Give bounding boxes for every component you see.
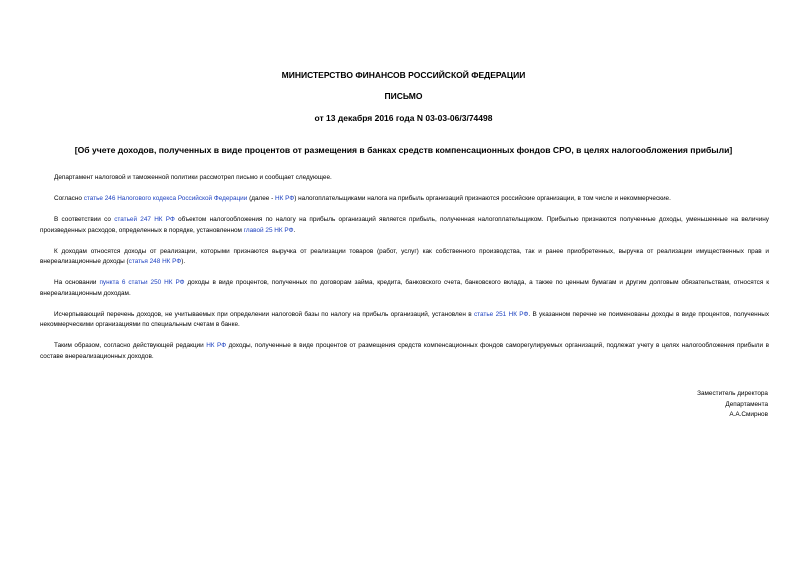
paragraph-6 [40,310,769,331]
paragraph-7 [40,341,769,362]
subject-heading: [Об учете доходов, полученных в виде процентов от размещения в банках средств компенсационных фондов СРО, в целях налогообложения прибыли] [74,145,733,155]
signature-position: Заместитель директора [697,390,768,397]
link-article-251[interactable]: статье 251 НК РФ [473,310,529,318]
paragraph-text: Согласно [54,195,84,202]
paragraph-text: доходы, полученные в виде процентов от размещения средств компенсационных фондов саморегулируемых организаций, подлежат учету в целях налогообложения прибыли в составе внереализационных доходов. [40,342,769,360]
link-article-247[interactable]: статьей 247 НК РФ [114,216,175,223]
document-body [40,173,769,373]
link-article-250-item-6[interactable]: пункта 6 статьи 250 НК РФ [99,279,185,286]
date-number-heading: от 13 декабря 2016 года N 03-03-06/3/74498 [314,113,493,123]
link-article-248[interactable]: статья 248 НК РФ [128,258,182,265]
paragraph-text: В соответствии со [54,216,115,223]
signature-department: Департамента [725,400,768,408]
paragraph-3 [40,215,769,236]
paragraph-text: Департамент налоговой и таможенной политики рассмотрел письмо и сообщает следующее. [54,174,332,181]
link-tax-code[interactable]: НК РФ [275,195,295,202]
paragraph-5 [40,278,769,299]
paragraph-text: доходы в виде процентов, полученных по договорам займа, кредита, банковского счета, банковского вклада, а также по ценным бумагам и другим долговым обязательствам, относятся к внереализационным доходам. [40,279,770,297]
paragraph-text: Исчерпывающий перечень доходов, не учитываемых при определении налоговой базы по налогу на прибыль организаций, установлен в [54,310,474,318]
paragraph-text: . [293,226,296,234]
paragraph-text: . В указанном перечне не поименованы доходы в виде процентов, полученных некоммерческими организациями по специальным счетам в банке. [40,310,770,328]
paragraph-text: На основании [54,279,100,286]
paragraph-text: К доходам относятся доходы от реализации, которыми признаются выручка от реализации товаров (работ, услуг) как собственного производства, так и ранее приобретенных, выручка от реализации имущественных прав и внереализационные доходы ( [40,247,769,265]
paragraph-text: ) налогоплательщиками налога на прибыль организаций признаются российские организации, в том числе и некоммерческие. [294,195,671,202]
paragraph-4 [40,247,769,268]
paragraph-text: объектом налогообложения по налогу на прибыль организаций является прибыль, полученная налогоплательщиком. Прибылью признаются полученные доходы, уменьшенные на величину произведенных расходов, определенных в порядке, установленном [40,216,769,234]
paragraph-text: ). [181,258,186,265]
ministry-heading: МИНИСТЕРСТВО ФИНАНСОВ РОССИЙСКОЙ ФЕДЕРАЦИИ [281,70,526,80]
paragraph-text: Таким образом, согласно действующей редакции [54,342,207,349]
link-tax-code[interactable]: НК РФ [206,342,227,349]
paragraph-text: (далее - [247,195,276,202]
link-article-246-tax-code[interactable]: статье 246 Налогового кодекса Российской Федерации [83,195,248,202]
signature-name: А.А.Смирнов [729,411,768,418]
document-type-heading: ПИСЬМО [384,91,423,101]
link-chapter-25[interactable]: главой 25 НК РФ [243,226,294,234]
signature-block [697,389,768,421]
paragraph-2 [40,194,769,205]
paragraph-1 [40,173,769,184]
